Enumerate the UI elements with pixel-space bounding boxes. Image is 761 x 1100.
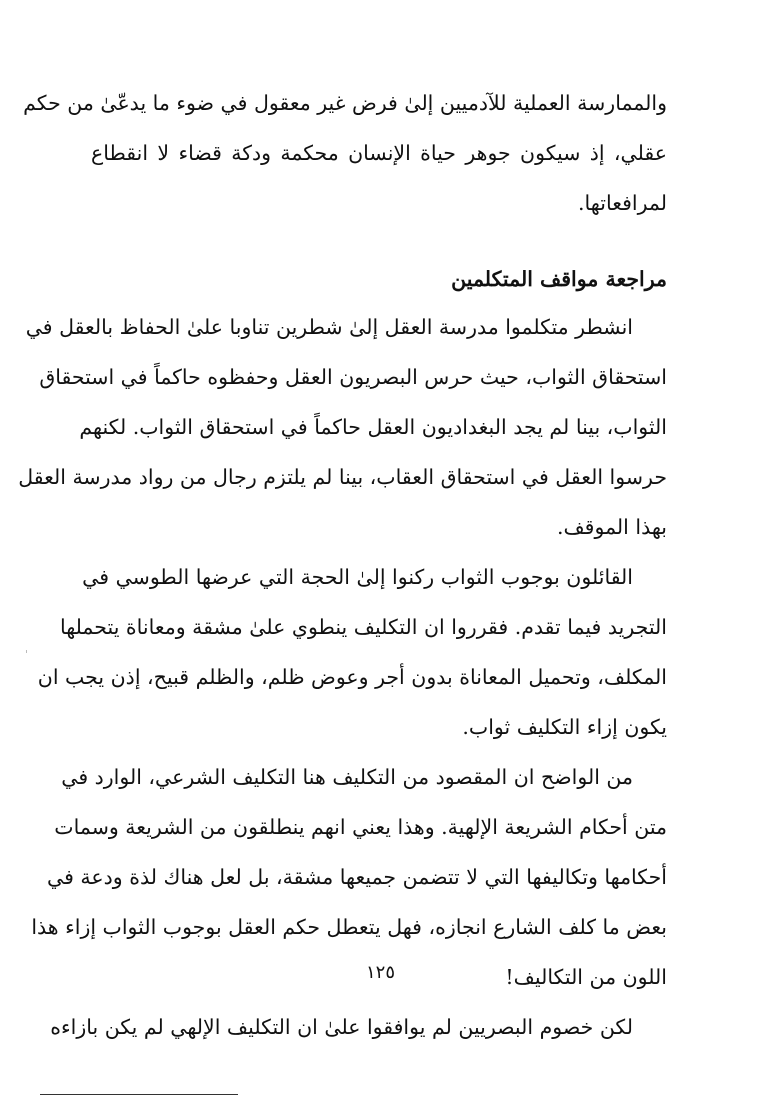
text-line: لمرافعاتها. [578, 191, 667, 215]
text-line: والممارسة العملية للآدميين إلىٰ فرض غير معقول في ضوء ما يدعّىٰ من حكم [23, 91, 667, 115]
text-line: متن أحكام الشريعة الإلهية. وهذا يعني انهم ينطلقون من الشريعة وسمات [54, 815, 667, 839]
text-line: القائلون بوجوب الثواب ركنوا إلىٰ الحجة التي عرضها الطوسي في [82, 565, 633, 589]
text-line: يكون إزاء التكليف ثواب. [462, 715, 667, 739]
text-line: المكلف، وتحميل المعاناة بدون أجر وعوض ظلم، والظلم قبيح، إذن يجب ان [37, 665, 667, 689]
text-line: انشطر متكلموا مدرسة العقل إلىٰ شطرين تناوبا علىٰ الحفاظ بالعقل في [25, 315, 633, 339]
text-line: أحكامها وتكاليفها التي لا تتضمن جميعها مشقة، بل لعل هناك لذة ودعة في [47, 865, 667, 889]
paragraph-4 [50, 1002, 667, 1052]
text-line: استحقاق الثواب، حيث حرس البصريون العقل وحفظوه حاكماً في استحقاق [39, 365, 667, 389]
text-line: عقلي، إذ سيكون جوهر حياة الإنسان محكمة ودكة قضاء لا انقطاع [91, 141, 667, 165]
margin-mark [26, 650, 27, 653]
page-body [18, 78, 667, 1052]
section-heading: مراجعة مواقف المتكلمين [451, 267, 667, 291]
text-line: الثواب، بينا لم يجد البغداديون العقل حاكماً في استحقاق الثواب. لكنهم [79, 415, 667, 439]
page-number: ١٢٥ [365, 962, 395, 983]
paragraph-2 [37, 552, 667, 752]
text-line: لكن خصوم البصريين لم يوافقوا علىٰ ان التكليف الإلهي لم يكن بازاءه [50, 1015, 633, 1039]
text-line: بعض ما كلف الشارع انجازه، فهل يتعطل حكم العقل بوجوب الثواب إزاء هذا [31, 915, 667, 939]
paragraph-intro [23, 78, 667, 228]
paragraph-1 [18, 302, 667, 552]
text-line: اللون من التكاليف! [505, 965, 667, 989]
text-line: بهذا الموقف. [556, 515, 667, 539]
section-gap [91, 228, 667, 256]
text-line: التجريد فيما تقدم. فقرروا ان التكليف ينطوي علىٰ مشقة ومعاناة يتحملها [59, 615, 667, 639]
text-line: من الواضح ان المقصود من التكليف هنا التكليف الشرعي، الوارد في [61, 765, 633, 789]
text-line: حرسوا العقل في استحقاق العقاب، بينا لم يلتزم رجال من رواد مدرسة العقل [18, 465, 667, 489]
footnote-rule [40, 1094, 238, 1095]
